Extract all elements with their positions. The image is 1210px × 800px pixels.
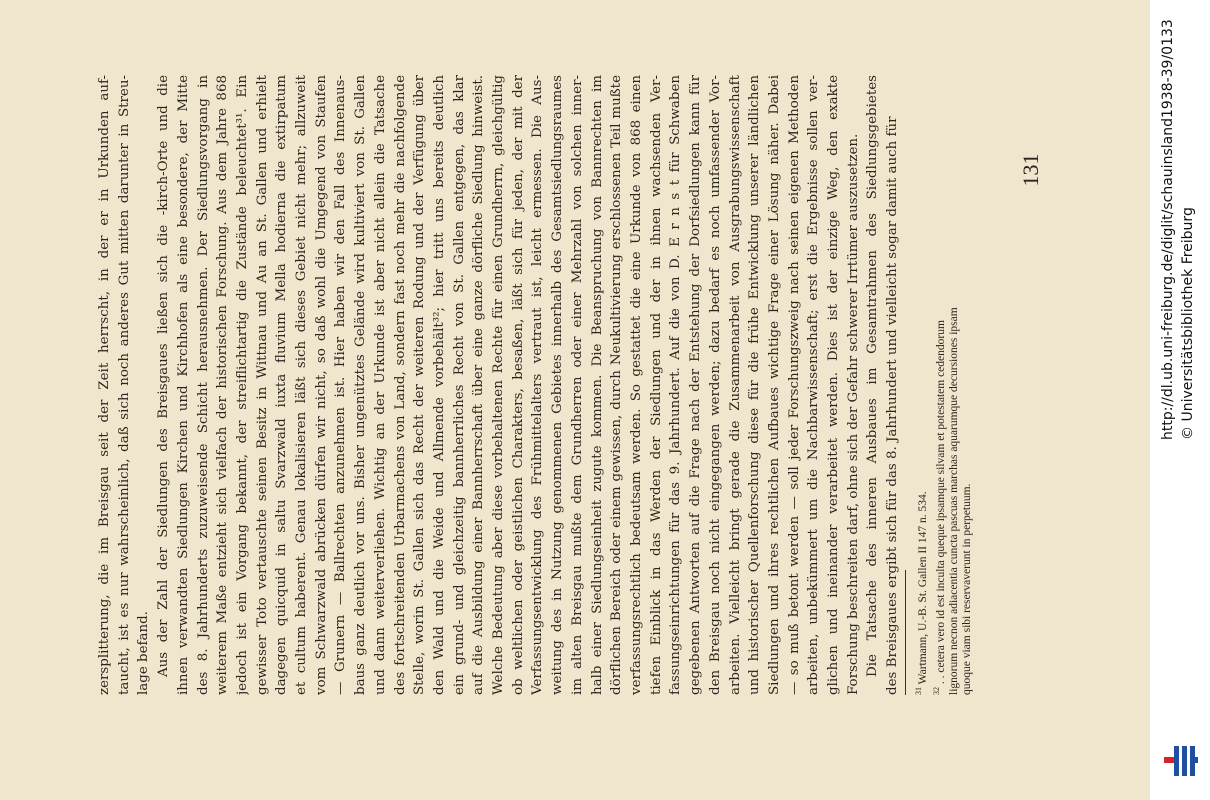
text-line: Siedlungen und ihres rechtlichen Aufbaues wichtige Frage einer Lösung näher. Dabei (766, 75, 782, 695)
footnote-text: . . cetera vero id est inculta queque ipsamque silvam et potestatem cedendorum (934, 320, 947, 685)
text-line: des 8. Jahrhunderts zuzuweisende Schicht herausnehmen. Der Siedlungsvorgang in (195, 75, 211, 695)
text-line: — Grunern — Ballrechten anzunehmen ist. Hier haben wir den Fall des Innenaus- (333, 75, 349, 695)
text-line: glichen und ineinander verarbeitet werden. Dies ist der einzige Weg, den exakte (826, 75, 842, 695)
text-line: dagegen quicquid in saltu Svarzwald iuxta fluvium Mella hodierna die extirpatum (274, 75, 290, 695)
body-text (95, 75, 903, 695)
footnote-line (961, 75, 974, 695)
footnotes (912, 75, 974, 695)
text-line: ein grund- und gleichzeitig bannherrliches Recht von St. Gallen entgegen, das klar (451, 75, 467, 695)
text-line: Welche Bedeutung aber diese vorbehaltenen Rechte für einen Grundherrn, gleichgültig (491, 75, 507, 695)
text-line: taucht, ist es nur wahrscheinlich, daß sich noch anderes Gut mitten darunter in Streu- (116, 75, 132, 695)
footnote-line (912, 75, 930, 695)
page-number: 131 (1018, 153, 1043, 187)
text-line: verfassungsrechtlich bedeutsam werden. So gestattet die eine Urkunde von 868 einen (628, 75, 644, 695)
footnote-mark: 32 (931, 687, 941, 695)
text-line: Forschung beschreiten darf, ohne sich der Gefahr schwerer Irrtümer auszusetzen. (845, 133, 861, 695)
text-line: baus ganz deutlich vor uns. Bisher ungenütztes Gelände wird kultiviert von St. Gallen (353, 75, 369, 695)
text-line: halb einer Siedlungseinheit zugute kommen. Die Beanspruchung von Bannrechten im (589, 75, 605, 695)
text-line: arbeiten, unbekümmert um die Nachbarwissenschaft; erst die Ergebnisse sollen ver- (806, 75, 822, 695)
text-line: lage befand. (136, 611, 152, 695)
copyright-notice: © Universitätsbibliothek Freiburg (1180, 207, 1196, 440)
footnote-line (948, 75, 961, 695)
text-line: arbeiten. Vielleicht bringt gerade die Zusammenarbeit von Ausgrabungswissenschaft (727, 75, 743, 695)
text-line: gegebenen Antworten auf die Frage nach der Entstehung der Dorfsiedlungen kann für (688, 75, 704, 695)
text-line: ihnen verwandten Siedlungen Kirchen und Kirchhofen als eine besondere, der Mitte (175, 75, 191, 695)
source-url[interactable]: http://dl.ub.uni-freiburg.de/diglit/schauinsland1938-39/0133 (1160, 19, 1176, 440)
text-line: Aus der Zahl der Siedlungen des Breisgaues ließen sich die -kirch-Orte und die (156, 75, 172, 677)
footnote-mark: 31 (914, 687, 923, 695)
library-logo-icon (1160, 740, 1200, 780)
text-line: vom Schwarzwald abrücken dürfen wir nicht, so daß wohl die Umgegend von Staufen (313, 75, 329, 695)
text-line: zersplitterung, die im Breisgau seit der Zeit herrscht, in der er in Urkunden auf- (97, 75, 112, 695)
text-line: weiterem Maße entzieht sich vielfach der historischen Forschung. Aus dem Jahre 868 (215, 75, 231, 695)
text-line: im alten Breisgau mußte dem Grundherren oder einer Mehrzahl von solchen inner- (569, 75, 585, 695)
footnote-rule (905, 570, 906, 695)
text-line: jedoch ist ein Vorgang bekannt, der streiflichtartig die Zustände beleuchtet³¹. Ein (234, 75, 250, 695)
footnote-text: Wartmann, U.-B. St. Gallen II 147 n. 534. (916, 491, 929, 685)
text-line: fassungseinrichtungen für das 9. Jahrhundert. Auf die von D. E r n s t für Schwaben (668, 75, 684, 695)
text-line: ob weltlichen oder geistlichen Charakters, besaßen, läßt sich für jeden, der mit der (510, 75, 526, 695)
text-line: und dann weiterverliehen. Wichtig an der Urkunde ist aber nicht allein die Tatsache (372, 75, 388, 695)
text-line: und historischer Quellenforschung diese für die frühe Entwicklung unserer ländlichen (747, 75, 763, 695)
text-line: gewisser Toto vertauschte seinen Besitz in Wittnau und Au an St. Gallen und erhielt (254, 75, 270, 695)
text-line: weitung des in Nutzung genommenen Gebietes innerhalb des Gesamtsiedlungsraumes (550, 75, 566, 695)
text-line: tiefen Einblick in das Werden der Siedlungen und der in ihnen wachsenden Ver- (648, 75, 664, 695)
text-line: des fortschreitenden Urbarmachens von Land, sondern fast noch mehr die nachfolgende (392, 75, 408, 695)
footnote-line (930, 75, 948, 695)
text-line: den Wald und die Weide und Allmende vorbehält³²; hier tritt uns bereits deutlich (431, 75, 447, 695)
text-line: auf die Ausbildung einer Bannherrschaft über eine ganze dörfliche Siedlung hinweist. (471, 75, 487, 695)
footnote-text: quoque viam sibi reservaverunt in perpetuum. (960, 483, 973, 695)
text-line: Die Tatsache des inneren Ausbaues im Gesamtrahmen des Siedlungsgebietes (865, 75, 881, 677)
text-line: des Breisgaues ergibt sich für das 8. Jahrhundert und vielleicht sogar damit auch für (885, 116, 901, 695)
text-line: Verfassungsentwicklung des Frühmittelalters vertraut ist, leicht ermessen. Die Aus- (530, 75, 546, 695)
text-line: den Breisgau noch nicht eingegangen werden; dazu bedarf es noch umfassender Vor- (707, 75, 723, 695)
footnote-text: lignorum necnon adiacentia cuncta pascuas marchas aquarumque decursiones ipsam (947, 307, 960, 695)
text-line: et cultum haberent. Genau lokalisieren läßt sich dieses Gebiet nicht mehr; allzuweit (294, 75, 310, 695)
text-line: — so muß betont werden — soll jeder Forschungszweig nach seinen eigenen Methoden (786, 75, 802, 695)
text-line: dörflichen Bereich oder einem gewissen, durch Neukultivierung erschlossenen Teil mußte (609, 75, 625, 695)
text-line: Stelle, worin St. Gallen sich das Recht der weiteren Rodung und der Verfügung über (412, 75, 428, 695)
